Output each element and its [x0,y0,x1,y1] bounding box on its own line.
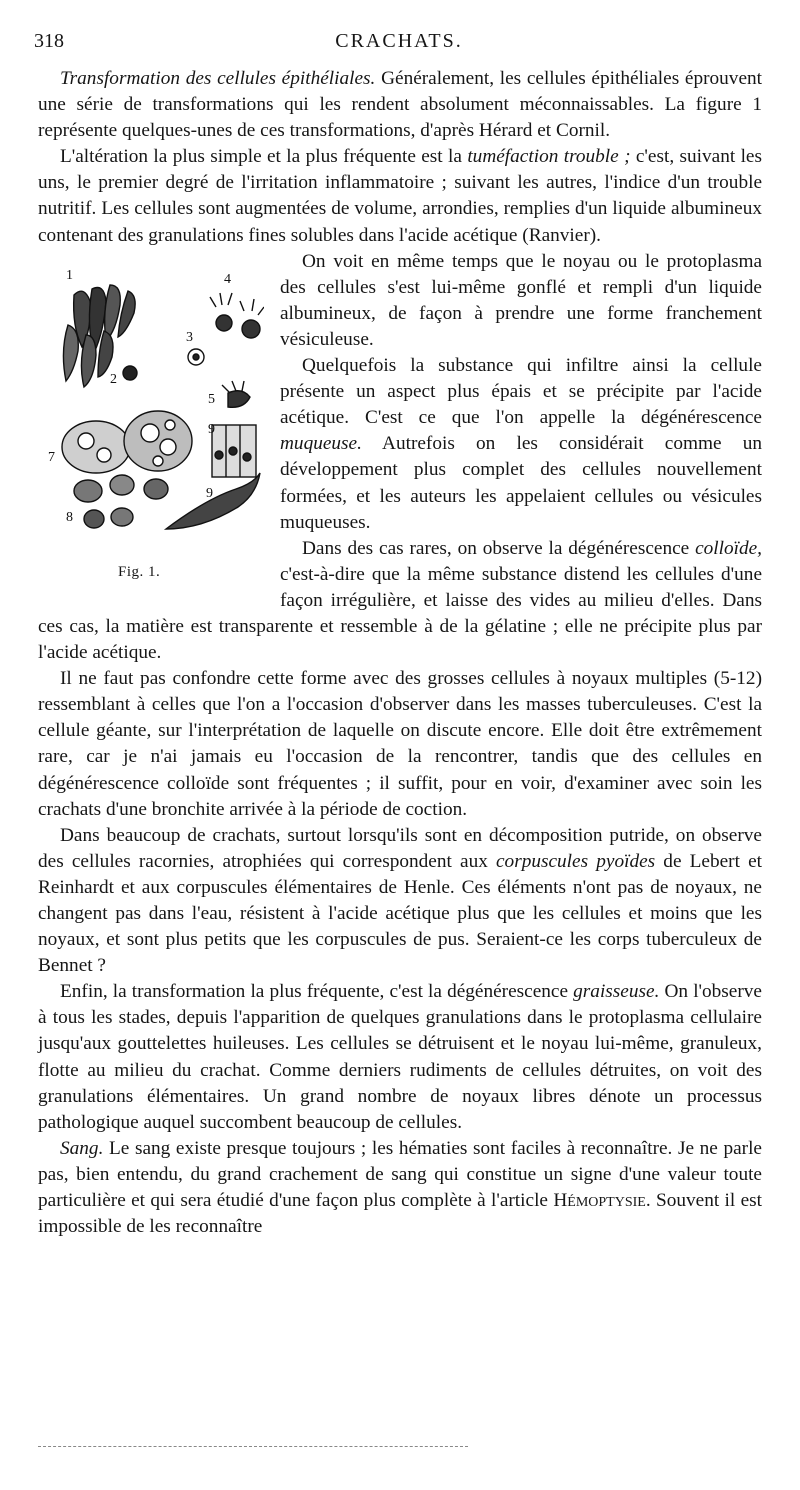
running-title: CRACHATS. [335,30,463,52]
page-header [34,30,764,58]
figure-1 [38,251,270,591]
figure-label: 1 [66,267,73,283]
paragraph-graisseuse: Enfin, la transformation la plus fréquente, c'est la dégénérescence graisseuse. On l'observe à tous les stades, depuis l'apparition de quelques granulations dans le protoplasma cellulaire jusqu'aux gouttelettes huileuses. Les cellules se détruisent et le noyau lui-même, granuleux, flotte au milieu du crachat. Comme derniers rudiments de cellules détruites, on voit des granulations élémentaires. Un grand nombre de noyaux libres dénote un processus pathologique auquel succombent beaucoup de cellules. [38,981,762,1133]
paragraph-vesiculeuse: On voit en même temps que le noyau ou le protoplasma des cellules s'est lui-même gonflé et rempli d'un liquide albumineux, de façon à prendre une forme franchement vésiculeuse. [280,250,762,350]
paragraph-tumefaction: L'altération la plus simple et la plus fréquente est la tuméfaction trouble ; c'est, suivant les uns, le premier degré de l'irritation inflammatoire ; suivant les autres, l'indice d'un trouble nutritif. Les cellules sont augmentées de volume, arrondies, remplies d'un liquide albumineux contenant des granulations fines solubles dans l'acide acétique (Ranvier). [38,146,762,246]
figure-label: 3 [186,329,193,345]
figure-label: 5 [208,391,215,407]
paragraph-muqueuse: Quelquefois la substance qui infiltre ainsi la cellule présente un aspect plus épais et se précipite par l'acide acétique. C'est ce que l'on appelle la dégénérescence muqueuse. Autrefois on les considérait comme un développement plus complet des cellules nouvellement formées, et les auteurs les appelaient cellules ou vésicules muqueuses. [280,355,762,533]
paragraph-colloide: Dans des cas rares, on observe la dégénérescence colloïde, c'est-à-dire que la même substance distend les cellules d'une façon irrégulière, et laisse des vides au milieu d'elles. Dans ces cas, la matière est transparente et ressemble à de la gélatine ; elle ne précipite plus par l'acide acétique. [38,537,762,664]
figure-caption: Fig. 1. [118,563,161,580]
figure-label: 9 [206,485,213,501]
body-text [38,66,762,1240]
figure-label: 2 [110,371,117,387]
footer-rule [38,1446,468,1449]
paragraph-cellule-geante: Il ne faut pas confondre cette forme avec des grosses cellules à noyaux multiples (5-12) ressemblant à celles que l'on a l'occasion d'observer dans les masses tuberculeuses. C'est la cellule géante, sur l'interprétation de laquelle on discute encore. Elle doit être extrêmement rare, car je n'ai jamais eu l'occasion de la rencontrer, tandis que des cellules en dégénérescence colloïde sont fréquentes ; il suffit, pour en voir, d'examiner avec soin les crachats d'une bronchite arrivée à la période de coction. [38,668,762,820]
paragraph-sang: Sang. Le sang existe presque toujours ; les hématies sont faciles à reconnaître. Je ne parle pas, bien entendu, du grand crachement de sang qui constitue un signe d'une valeur toute particulière et qui sera étudié d'une façon plus complète à l'article Hémoptysie. Souvent il est impossible de les reconnaître [38,1137,763,1238]
figure-label: 9 [208,421,215,437]
paragraph-lead: Transformation des cellules épithéliales. [60,68,376,89]
page-number: 318 [34,30,64,52]
figure-label: 8 [66,509,73,525]
paragraph-corpuscules: Dans beaucoup de crachats, surtout lorsqu'ils sont en décomposition putride, on observe des cellules racornies, atrophiées qui correspondent aux corpuscules pyoïdes de Lebert et Reinhardt et aux corpuscules élémentaires de Henle. Ces éléments n'ont pas de noyaux, ne changent pas dans l'eau, résistent à l'acide acétique plus que les cellules et moins que les noyaux, et sont plus petits que les corpuscules de pus. Seraient-ce les corps tuberculeux de Bennet ? [38,824,763,977]
figure-label: 4 [224,271,231,287]
cell-transformations-illustration [46,265,264,555]
figure-label: 7 [48,449,55,465]
paragraph-transformation: Transformation des cellules épithéliales. Généralement, les cellules épithéliales éprouvent une série de transformations qui les rendent absolument méconnaissables. La figure 1 représente quelques-unes de ces transformations, d'après Hérard et Cornil. [38,68,763,142]
